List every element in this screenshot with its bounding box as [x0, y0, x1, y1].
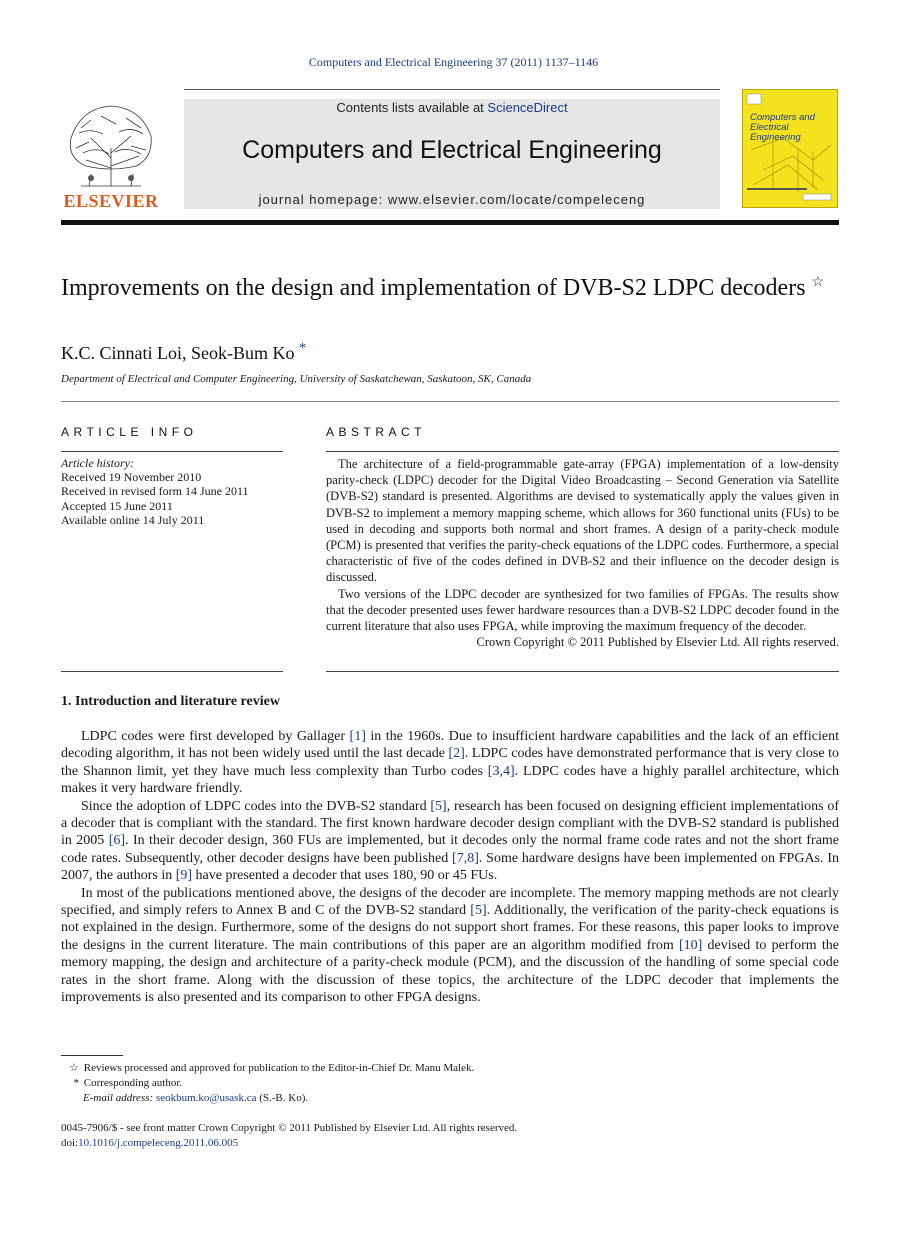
contents-prefix: Contents lists available at — [336, 100, 488, 115]
email-suffix: (S.-B. Ko). — [256, 1092, 309, 1104]
elsevier-wordmark: ELSEVIER — [63, 191, 159, 211]
reference-link[interactable]: [3,4] — [487, 763, 515, 779]
text-run: Since the adoption of LDPC codes into the DVB-S2 standard — [81, 798, 431, 814]
footnote-email — [61, 1091, 661, 1106]
article-history — [61, 456, 283, 527]
journal-title: Computers and Electrical Engineering — [242, 136, 662, 164]
reference-link[interactable]: [6] — [108, 833, 126, 849]
title-footnote-star-icon[interactable]: ☆ — [811, 275, 825, 290]
journal-citation[interactable]: Computers and Electrical Engineering 37 (2011) 1137–1146 — [308, 55, 599, 69]
text-run: . LDPC codes have demonstrated performance that is very close to the Shannon limit, yet they have much less complexity than Turbo codes — [61, 746, 839, 779]
sciencedirect-link[interactable]: ScienceDirect — [487, 100, 568, 115]
footnote-text: Reviews processed and approved for publication to the Editor-in-Chief Dr. Manu Malek. — [83, 1062, 475, 1074]
reference-link[interactable]: [5] — [430, 798, 447, 814]
footnote-rule — [61, 1055, 123, 1056]
footnotes — [61, 1061, 661, 1106]
reference-link[interactable]: [9] — [175, 868, 193, 884]
cover-title-line-2: Electrical Engineering — [750, 122, 801, 143]
footnote-text: Corresponding author. — [83, 1077, 183, 1089]
contents-line — [184, 100, 720, 115]
text-run: , research has been focused on designing efficient implementations of a decoder that is compliant with the standard. The first known hardware decoder design compliant with the DVB-S2 standard is published in 2005 — [61, 798, 840, 849]
history-received: Received 19 November 2010 — [61, 470, 202, 485]
text-run: . Additionally, the verification of the parity-check equations is not explained in the design. Furthermore, some of the designs do not support short frames. For these reasons, this paper looks to improve the designs in the current literature. The main contributions of this paper are an algorithm modified from — [61, 903, 840, 953]
body-paragraph-2 — [61, 798, 839, 885]
reference-link[interactable]: [10] — [679, 937, 703, 953]
asterisk-icon: * — [73, 1077, 79, 1089]
text-run: in the 1960s. Due to insufficient hardware capabilities and the lack of an efficient decoding algorithm, it has not been widely used until the last decade — [61, 729, 840, 762]
text-run: In most of the publications mentioned above, the designs of the decoder are incomplete. The memory mapping methods are not clearly specified, and simply refers to Annex B and C of the DVB-S2 standard — [61, 885, 839, 919]
doi-line — [61, 1136, 661, 1151]
abstract-body — [326, 456, 839, 650]
text-run: devised to perform the memory mapping, the design and architecture of a parity-check module (PCM), and the discussion of the handling of some special code rates in the short frame. Along with the discussion of these topics, the architecture of the LDPC decoder that implements the improvements is also presented and its comparison to other FPGA designs. — [61, 937, 839, 1006]
abstract-heading: ABSTRACT — [326, 425, 427, 439]
front-matter — [61, 1121, 661, 1151]
abstract-paragraph-1: The architecture of a field-programmable gate-array (FPGA) implementation of a low-density parity-check (LDPC) decoder for the Digital Video Broadcasting – Second Generation via Satellite (DVB-S2) standard is presented. Algorithms are devised to systematically apply the values given in DVB-S2 to implement a memory mapping scheme, which allows for 360 functional units (FUs) to be used in decoding and supports both normal and short frames. A design of a parity-check module (PCM) is presented that verifies the parity-check equations of the LDPC codes. Furthermore, a special characteristic of five of the codes defined in DVB-S2 and their influence on the decoder design is discussed. — [326, 457, 839, 585]
header-rule — [61, 220, 839, 225]
masthead-top-rule — [184, 89, 720, 90]
doi-label: doi: — [61, 1137, 79, 1149]
corresponding-author-mark[interactable]: * — [299, 341, 306, 356]
affiliation-rule — [61, 401, 839, 402]
abstract-bottom-rule — [326, 671, 839, 672]
reference-link[interactable]: [5] — [470, 903, 487, 919]
abstract-copyright: Crown Copyright © 2011 Published by Elsevier Ltd. All rights reserved. — [476, 635, 839, 650]
body-paragraph-3 — [61, 885, 839, 1007]
text-run: . Some hardware designs have been implemented on FPGAs. In 2007, the authors in — [61, 850, 839, 884]
section-body — [61, 728, 839, 1007]
text-run: . In their decoder design, 360 FUs are implemented, but it decodes only the normal frame code rates and not the short frame code rates. Subsequently, other decoder designs have been published — [61, 833, 840, 866]
article-title-text: Improvements on the design and implementation of DVB-S2 LDPC decoders — [61, 275, 806, 301]
issn-line: 0045-7906/$ - see front matter Crown Copyright © 2011 Published by Elsevier Ltd. All rights reserved. — [61, 1122, 518, 1134]
article-info-rule — [61, 451, 283, 452]
text-run: . LDPC codes have a highly parallel architecture, which makes it very hardware friendly. — [61, 763, 839, 797]
body-paragraph-1 — [61, 728, 839, 798]
footnote-corresponding — [61, 1076, 661, 1091]
article-info-heading: ARTICLE INFO — [61, 425, 198, 439]
cover-title-line-1: Computers and — [750, 112, 815, 123]
author-affiliation: Department of Electrical and Computer Engineering, University of Saskatchewan, Saskatoon, SK, Canada — [61, 373, 532, 385]
history-label: Article history: — [61, 456, 134, 470]
history-accepted: Accepted 15 June 2011 — [61, 498, 173, 513]
reference-link[interactable]: [1] — [349, 729, 366, 744]
author-names: K.C. Cinnati Loi, Seok-Bum Ko — [61, 343, 295, 363]
abstract-paragraph-2: Two versions of the LDPC decoder are synthesized for two families of FPGAs. The results show that the decoder presented uses fewer hardware resources than a DVB-S2 LDPC decoder found in the current literature that also uses FPGA, while improving the maximum frequency of the decoder. — [326, 586, 839, 634]
cover-title — [750, 113, 836, 143]
email-link[interactable]: seokbum.ko@usask.ca — [155, 1092, 257, 1104]
reference-link[interactable]: [7,8] — [452, 850, 479, 866]
email-label: E-mail address: — [83, 1092, 154, 1104]
author-list — [61, 341, 306, 364]
history-revised: Received in revised form 14 June 2011 — [61, 484, 249, 499]
history-online: Available online 14 July 2011 — [61, 512, 205, 527]
star-icon: ☆ — [69, 1062, 79, 1074]
article-info-bottom-rule — [61, 671, 283, 672]
abstract-rule — [326, 451, 839, 452]
cover-artwork — [743, 90, 837, 207]
text-run: LDPC codes were first developed by Gallager — [81, 729, 350, 744]
footnote-review — [61, 1061, 661, 1076]
article-title — [61, 268, 839, 303]
reference-link[interactable]: [2] — [448, 746, 465, 762]
doi-link[interactable]: 10.1016/j.compeleceng.2011.06.005 — [78, 1137, 239, 1149]
journal-homepage-link[interactable]: journal homepage: www.elsevier.com/locate/compeleceng — [258, 192, 646, 207]
section-heading: 1. Introduction and literature review — [61, 694, 280, 709]
text-run: have presented a decoder that uses 180, 90 or 45 FUs. — [192, 868, 498, 884]
